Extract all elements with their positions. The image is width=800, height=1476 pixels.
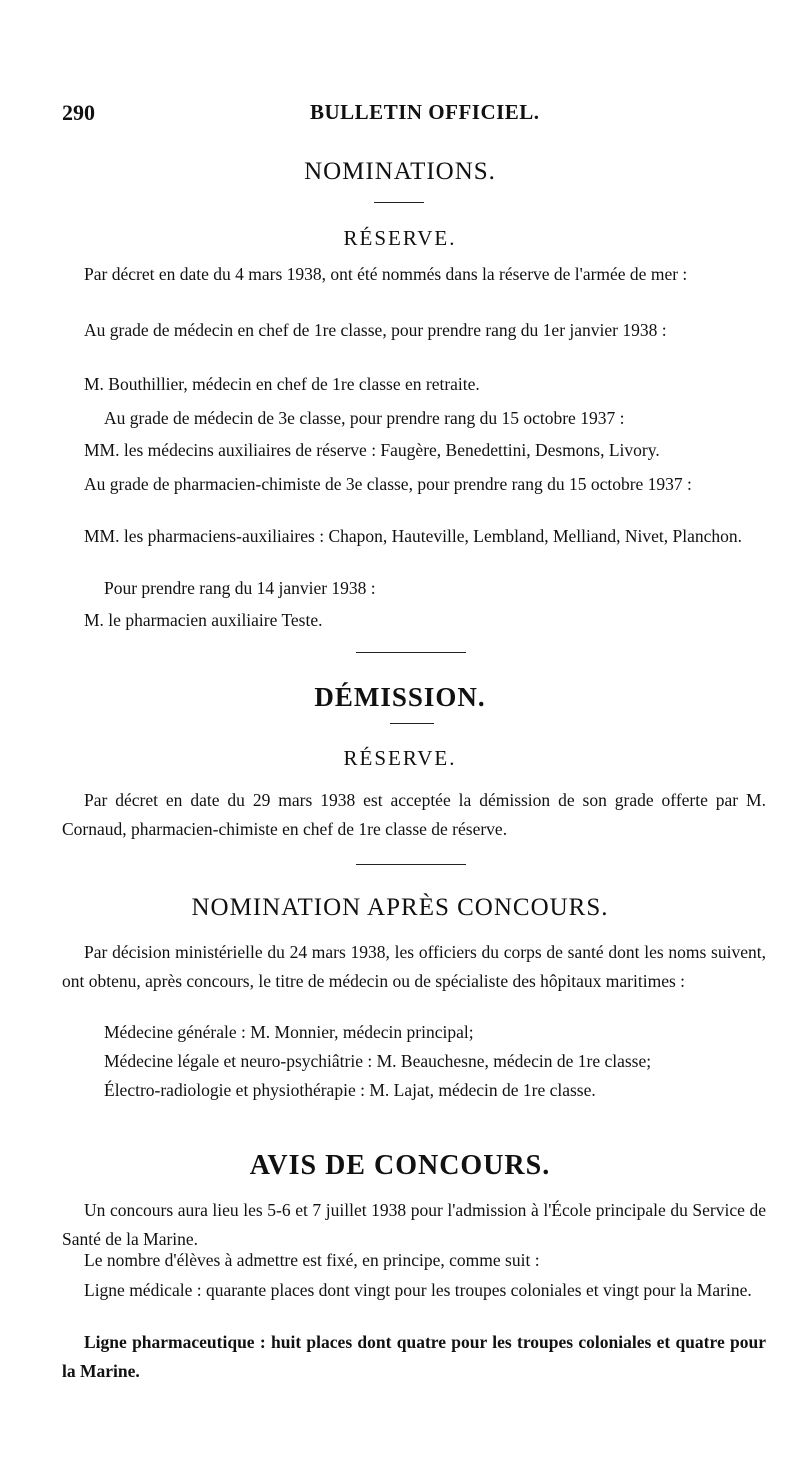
section-title-avis-concours: AVIS DE CONCOURS. bbox=[249, 1150, 551, 1181]
specialite-list bbox=[104, 1018, 651, 1105]
section-title-nominations: NOMINATIONS. bbox=[304, 158, 496, 185]
section-rule bbox=[356, 864, 466, 865]
list-item: Électro-radiologie et physiothérapie : M. Lajat, médecin de 1re classe. bbox=[104, 1080, 596, 1100]
avis-paragraph-3: Ligne médicale : quarante places dont vingt pour les troupes coloniales et vingt pour la Marine. bbox=[84, 1280, 752, 1300]
grade-medecin-3e-names: MM. les médecins auxiliaires de réserve : Faugère, Benedettini, Desmons, Livory. bbox=[84, 440, 660, 460]
nomination-concours-intro: Par décision ministérielle du 24 mars 1938, les officiers du corps de santé dont les noms suivent, ont obtenu, après concours, le titre de médecin ou de spécialiste des hôpitaux maritimes : bbox=[62, 942, 766, 991]
list-item: Médecine légale et neuro-psychiâtrie : M. Beauchesne, médecin de 1re classe; bbox=[104, 1051, 652, 1071]
section-title-nomination-concours: NOMINATION APRÈS CONCOURS. bbox=[191, 894, 609, 921]
section-title-demission: DÉMISSION. bbox=[314, 682, 486, 712]
nominations-intro: Par décret en date du 4 mars 1938, ont été nommés dans la réserve de l'armée de mer : bbox=[84, 264, 688, 284]
running-head: BULLETIN OFFICIEL. bbox=[310, 100, 540, 124]
subtitle-reserve: RÉSERVE. bbox=[343, 226, 457, 250]
grade-medecin-chef: Au grade de médecin en chef de 1re classe, pour prendre rang du 1er janvier 1938 : bbox=[84, 320, 667, 340]
grade-pharmacien-3e: Au grade de pharmacien-chimiste de 3e classe, pour prendre rang du 15 octobre 1937 : bbox=[84, 474, 692, 494]
grade-pharmacien-rang-names: M. le pharmacien auxiliaire Teste. bbox=[84, 610, 323, 630]
title-rule bbox=[390, 723, 434, 724]
grade-pharmacien-3e-names: MM. les pharmaciens-auxiliaires : Chapon, Hauteville, Lembland, Melliand, Nivet, Planchon. bbox=[84, 526, 743, 546]
avis-paragraph-4: Ligne pharmaceutique : huit places dont quatre pour les troupes coloniales et quatre pour la Marine. bbox=[62, 1332, 766, 1381]
avis-paragraph-1: Un concours aura lieu les 5-6 et 7 juillet 1938 pour l'admission à l'École principale du Service de Santé de la Marine. bbox=[62, 1200, 766, 1249]
avis-paragraph-2: Le nombre d'élèves à admettre est fixé, en principe, comme suit : bbox=[84, 1250, 540, 1270]
demission-text: Par décret en date du 29 mars 1938 est acceptée la démission de son grade offerte par M. Cornaud, pharmacien-chimiste en chef de 1re classe de réserve. bbox=[62, 790, 766, 839]
subtitle-reserve: RÉSERVE. bbox=[343, 746, 457, 770]
section-rule bbox=[356, 652, 466, 653]
grade-medecin-chef-names: M. Bouthillier, médecin en chef de 1re classe en retraite. bbox=[84, 374, 480, 394]
title-rule bbox=[374, 202, 424, 203]
grade-medecin-3e: Au grade de médecin de 3e classe, pour prendre rang du 15 octobre 1937 : bbox=[104, 408, 625, 428]
list-item: Médecine générale : M. Monnier, médecin principal; bbox=[104, 1022, 474, 1042]
grade-pharmacien-rang: Pour prendre rang du 14 janvier 1938 : bbox=[104, 578, 376, 598]
page-number: 290 bbox=[62, 100, 95, 125]
